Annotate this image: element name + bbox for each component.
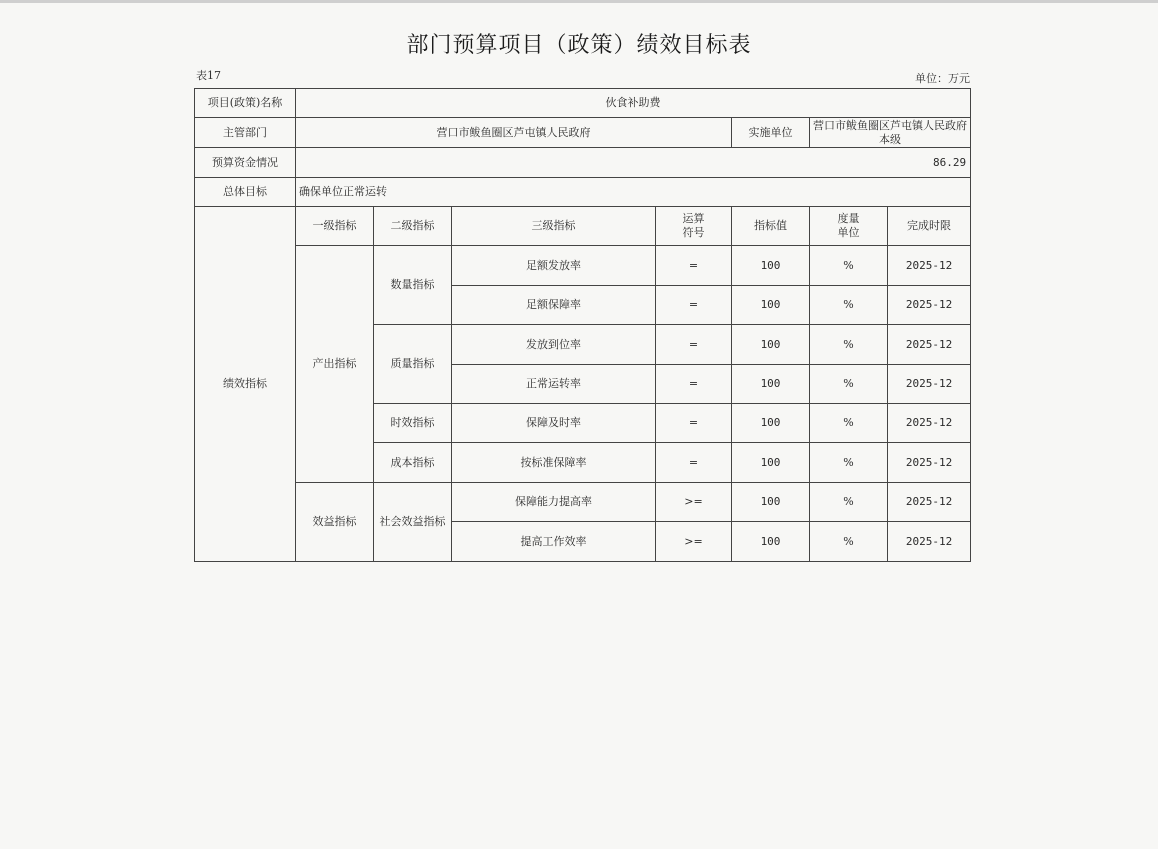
indicator-value: 100 — [732, 246, 810, 286]
level2-quantity: 数量指标 — [374, 246, 452, 325]
indicator-value: 100 — [732, 483, 810, 522]
indicator-value: 100 — [732, 522, 810, 562]
unit-label: 单位：万元 — [915, 72, 970, 85]
indicator-value: 100 — [732, 404, 810, 443]
indicator-unit: % — [810, 522, 888, 562]
indicator-operator: = — [656, 443, 732, 483]
department-row — [195, 118, 971, 148]
overall-goal-value: 确保单位正常运转 — [296, 178, 971, 207]
indicator-deadline: 2025-12 — [888, 483, 971, 522]
department-label: 主管部门 — [195, 118, 296, 148]
indicator-operator: = — [656, 286, 732, 325]
header-deadline: 完成时限 — [888, 207, 971, 246]
indicator-deadline: 2025-12 — [888, 325, 971, 365]
indicator-operator: = — [656, 404, 732, 443]
scan-top-edge — [0, 0, 1158, 3]
header-level3: 三级指标 — [452, 207, 656, 246]
header-level2: 二级指标 — [374, 207, 452, 246]
indicator-name: 保障能力提高率 — [452, 483, 656, 522]
overall-goal-row — [195, 178, 971, 207]
performance-target-table — [194, 88, 971, 562]
indicator-operator: = — [656, 246, 732, 286]
budget-label: 预算资金情况 — [195, 148, 296, 178]
indicator-name: 发放到位率 — [452, 325, 656, 365]
indicator-operator: = — [656, 325, 732, 365]
indicator-name: 提高工作效率 — [452, 522, 656, 562]
header-value: 指标值 — [732, 207, 810, 246]
header-level1: 一级指标 — [296, 207, 374, 246]
indicator-value: 100 — [732, 325, 810, 365]
indicator-name: 按标准保障率 — [452, 443, 656, 483]
indicator-deadline: 2025-12 — [888, 404, 971, 443]
page-title: 部门预算项目（政策）绩效目标表 — [406, 33, 752, 58]
indicator-deadline: 2025-12 — [888, 246, 971, 286]
level2-quality: 质量指标 — [374, 325, 452, 404]
level2-social: 社会效益指标 — [374, 483, 452, 562]
indicator-unit: % — [810, 365, 888, 404]
implementing-unit-value: 营口市鲅鱼圈区芦屯镇人民政府本级 — [810, 118, 971, 148]
header-operator: 运算 符号 — [656, 207, 732, 246]
level2-cost: 成本指标 — [374, 443, 452, 483]
level2-timeliness: 时效指标 — [374, 404, 452, 443]
indicator-deadline: 2025-12 — [888, 522, 971, 562]
indicator-operator: >= — [656, 483, 732, 522]
indicator-unit: % — [810, 404, 888, 443]
project-name-value: 伙食补助费 — [296, 89, 971, 118]
indicator-value: 100 — [732, 286, 810, 325]
overall-goal-label: 总体目标 — [195, 178, 296, 207]
table-row — [195, 246, 971, 286]
department-value: 营口市鲅鱼圈区芦屯镇人民政府 — [296, 118, 732, 148]
header-unit: 度量 单位 — [810, 207, 888, 246]
indicator-operator: >= — [656, 522, 732, 562]
indicator-name: 保障及时率 — [452, 404, 656, 443]
budget-row — [195, 148, 971, 178]
indicator-deadline: 2025-12 — [888, 365, 971, 404]
indicator-value: 100 — [732, 365, 810, 404]
indicator-unit: % — [810, 443, 888, 483]
indicator-unit: % — [810, 483, 888, 522]
indicator-deadline: 2025-12 — [888, 443, 971, 483]
indicator-value: 100 — [732, 443, 810, 483]
indicator-name: 足额发放率 — [452, 246, 656, 286]
project-name-label: 项目(政策)名称 — [195, 89, 296, 118]
indicator-unit: % — [810, 286, 888, 325]
implementing-unit-label: 实施单位 — [732, 118, 810, 148]
indicator-unit: % — [810, 325, 888, 365]
project-name-row — [195, 89, 971, 118]
indicator-name: 正常运转率 — [452, 365, 656, 404]
indicator-deadline: 2025-12 — [888, 286, 971, 325]
level1-benefit: 效益指标 — [296, 483, 374, 562]
performance-indicators-label: 绩效指标 — [195, 207, 296, 562]
indicator-unit: % — [810, 246, 888, 286]
indicator-header-row — [195, 207, 971, 246]
indicator-operator: = — [656, 365, 732, 404]
table-number: 表17 — [196, 69, 221, 82]
level1-output: 产出指标 — [296, 246, 374, 483]
budget-value: 86.29 — [296, 148, 971, 178]
table-row — [195, 483, 971, 522]
indicator-name: 足额保障率 — [452, 286, 656, 325]
